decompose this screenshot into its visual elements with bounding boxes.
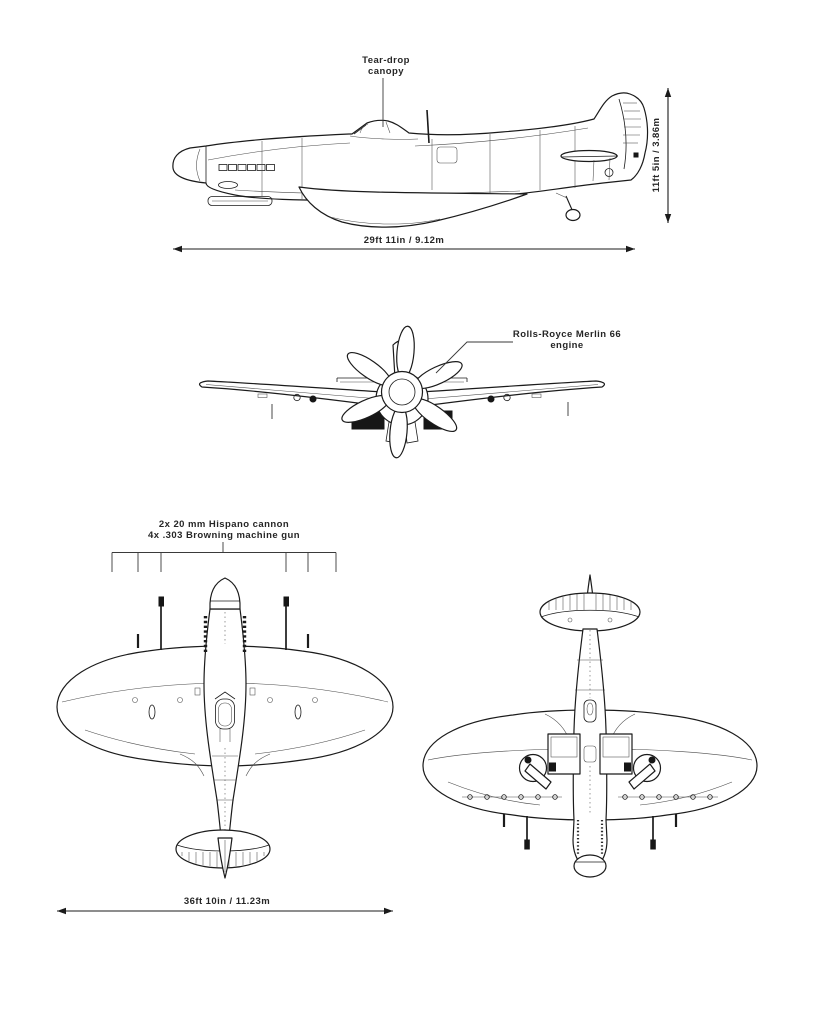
armament-bracket bbox=[112, 542, 336, 572]
wingspan-dimension-text: 36ft 10in / 11.23m bbox=[183, 896, 271, 907]
spinner-bottom-view bbox=[574, 855, 606, 877]
engine-label-line1: Rolls-Royce Merlin 66 bbox=[512, 329, 622, 340]
height-dimension-text: 11ft 5in / 3.86m bbox=[651, 117, 662, 193]
tailwheel bbox=[556, 193, 580, 221]
canopy-annotation bbox=[362, 55, 410, 127]
length-dimension bbox=[173, 235, 635, 252]
spinner-top bbox=[210, 578, 240, 609]
armament-label-line1: 2x 20 mm Hispano cannon bbox=[158, 519, 290, 530]
tailplane-bottom-view bbox=[540, 593, 640, 631]
canopy-label-line1: Tear-drop bbox=[362, 55, 410, 66]
right-wing-front bbox=[421, 381, 604, 406]
fuselage-top bbox=[204, 609, 246, 836]
bottom-plan-view-drawing bbox=[423, 575, 757, 877]
armament-annotation bbox=[112, 519, 336, 572]
spinner-front bbox=[382, 372, 423, 413]
engine-label-line2: engine bbox=[550, 340, 584, 351]
height-dimension bbox=[651, 88, 671, 223]
side-profile-view-drawing bbox=[173, 93, 648, 227]
length-dimension-text: 29ft 11in / 9.12m bbox=[363, 235, 445, 246]
canopy-label-line2: canopy bbox=[368, 66, 404, 77]
front-view-drawing bbox=[200, 326, 605, 459]
left-wing-front bbox=[200, 381, 383, 406]
armament-label-line2: 4x .303 Browning machine gun bbox=[148, 530, 300, 541]
top-plan-view-drawing bbox=[57, 578, 393, 878]
engine-annotation bbox=[436, 329, 621, 373]
wingspan-dimension bbox=[57, 896, 393, 914]
